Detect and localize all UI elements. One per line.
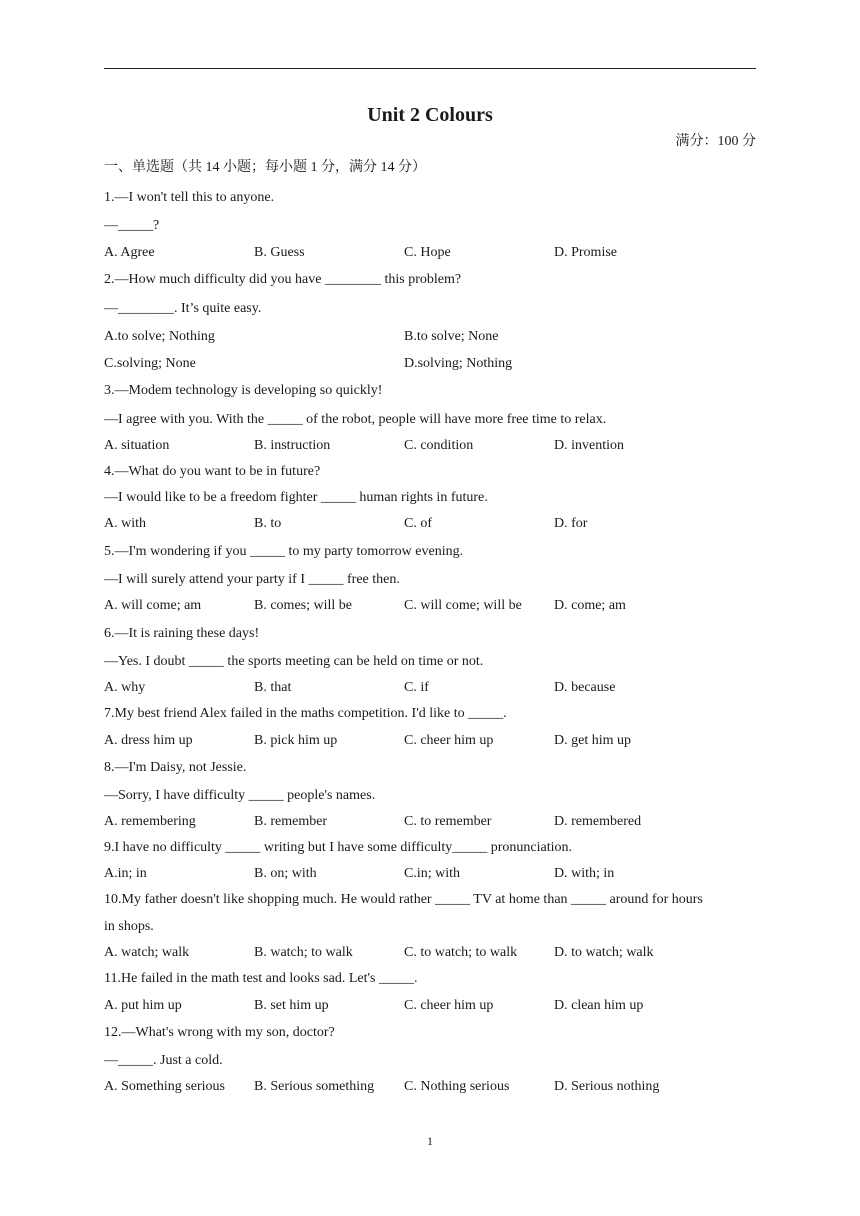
option-c: C. condition bbox=[404, 438, 474, 453]
option-a: A. will come; am bbox=[104, 598, 202, 613]
question-line: 7.My best friend Alex failed in the maths competition. I'd like to _____. bbox=[104, 706, 507, 721]
option-a: A. watch; walk bbox=[104, 945, 190, 960]
question-line: 4.—What do you want to be in future? bbox=[104, 464, 321, 479]
question-line: —Sorry, I have difficulty _____ people's names. bbox=[104, 788, 376, 803]
question-line: 5.—I'm wondering if you _____ to my party tomorrow evening. bbox=[104, 544, 464, 559]
option-d: D. to watch; walk bbox=[554, 945, 654, 960]
option-d: D. remembered bbox=[554, 814, 642, 829]
option-b: B. that bbox=[254, 680, 292, 695]
option-a: A. put him up bbox=[104, 998, 182, 1013]
option-d: D.solving; Nothing bbox=[404, 356, 513, 371]
question-line: —_____. Just a cold. bbox=[104, 1053, 223, 1068]
question-line: 2.—How much difficulty did you have ________ this problem? bbox=[104, 272, 462, 287]
option-b: B. pick him up bbox=[254, 733, 338, 748]
option-b: B. set him up bbox=[254, 998, 329, 1013]
option-b: B. to bbox=[254, 516, 282, 531]
question-line: 1.—I won't tell this to anyone. bbox=[104, 190, 275, 205]
option-a: A.in; in bbox=[104, 866, 147, 881]
option-c: C. if bbox=[404, 680, 429, 695]
option-b: B. instruction bbox=[254, 438, 331, 453]
question-line: 8.—I'm Daisy, not Jessie. bbox=[104, 760, 247, 775]
option-d: D. invention bbox=[554, 438, 624, 453]
question-line: 10.My father doesn't like shopping much. He would rather _____ TV at home than _____ around for hours bbox=[104, 892, 703, 907]
question-line: —I agree with you. With the _____ of the robot, people will have more free time to relax. bbox=[104, 412, 607, 427]
option-b: B.to solve; None bbox=[404, 329, 499, 344]
option-d: D. because bbox=[554, 680, 616, 695]
option-a: A. why bbox=[104, 680, 146, 695]
option-b: B. watch; to walk bbox=[254, 945, 353, 960]
option-a: A. Agree bbox=[104, 245, 155, 260]
option-c: C. Nothing serious bbox=[404, 1079, 510, 1094]
question-line: in shops. bbox=[104, 919, 154, 934]
total-score: 满分：100 分 bbox=[675, 134, 756, 149]
option-d: D. clean him up bbox=[554, 998, 644, 1013]
option-b: B. on; with bbox=[254, 866, 317, 881]
option-a: A. Something serious bbox=[104, 1079, 225, 1094]
option-c: C. cheer him up bbox=[404, 998, 494, 1013]
question-line: —_____? bbox=[104, 218, 160, 233]
header-rule bbox=[104, 68, 756, 69]
option-d: D. Promise bbox=[554, 245, 617, 260]
option-a: A. situation bbox=[104, 438, 170, 453]
option-d: D. Serious nothing bbox=[554, 1079, 660, 1094]
option-a: A.to solve; Nothing bbox=[104, 329, 215, 344]
question-line: 12.—What's wrong with my son, doctor? bbox=[104, 1025, 335, 1040]
option-c: C. will come; will be bbox=[404, 598, 522, 613]
option-c: C. to watch; to walk bbox=[404, 945, 518, 960]
page-title: Unit 2 Colours bbox=[367, 104, 493, 126]
option-c: C. Hope bbox=[404, 245, 451, 260]
option-a: A. dress him up bbox=[104, 733, 193, 748]
question-line: —I will surely attend your party if I _____ free then. bbox=[104, 572, 400, 587]
option-c: C. to remember bbox=[404, 814, 492, 829]
question-line: 6.—It is raining these days! bbox=[104, 626, 260, 641]
option-c: C. cheer him up bbox=[404, 733, 494, 748]
option-c: C. of bbox=[404, 516, 432, 531]
option-d: D. get him up bbox=[554, 733, 631, 748]
option-b: B. Guess bbox=[254, 245, 305, 260]
question-line: —Yes. I doubt _____ the sports meeting can be held on time or not. bbox=[104, 654, 484, 669]
section-heading: 一、单选题（共 14 小题；每小题 1 分，满分 14 分） bbox=[104, 160, 426, 175]
option-c: C.solving; None bbox=[104, 356, 196, 371]
question-line: —I would like to be a freedom fighter _____ human rights in future. bbox=[104, 490, 488, 505]
option-b: B. remember bbox=[254, 814, 328, 829]
option-a: A. with bbox=[104, 516, 146, 531]
option-a: A. remembering bbox=[104, 814, 196, 829]
question-line: —________. It’s quite easy. bbox=[104, 301, 262, 316]
option-d: D. with; in bbox=[554, 866, 615, 881]
option-b: B. Serious something bbox=[254, 1079, 375, 1094]
option-d: D. for bbox=[554, 516, 588, 531]
option-c: C.in; with bbox=[404, 866, 461, 881]
option-b: B. comes; will be bbox=[254, 598, 352, 613]
question-line: 3.—Modem technology is developing so quickly! bbox=[104, 383, 383, 398]
option-d: D. come; am bbox=[554, 598, 626, 613]
question-line: 11.He failed in the math test and looks sad. Let's _____. bbox=[104, 971, 418, 986]
question-line: 9.I have no difficulty _____ writing but I have some difficulty_____ pronunciation. bbox=[104, 840, 573, 855]
page-number: 1 bbox=[427, 1134, 433, 1148]
